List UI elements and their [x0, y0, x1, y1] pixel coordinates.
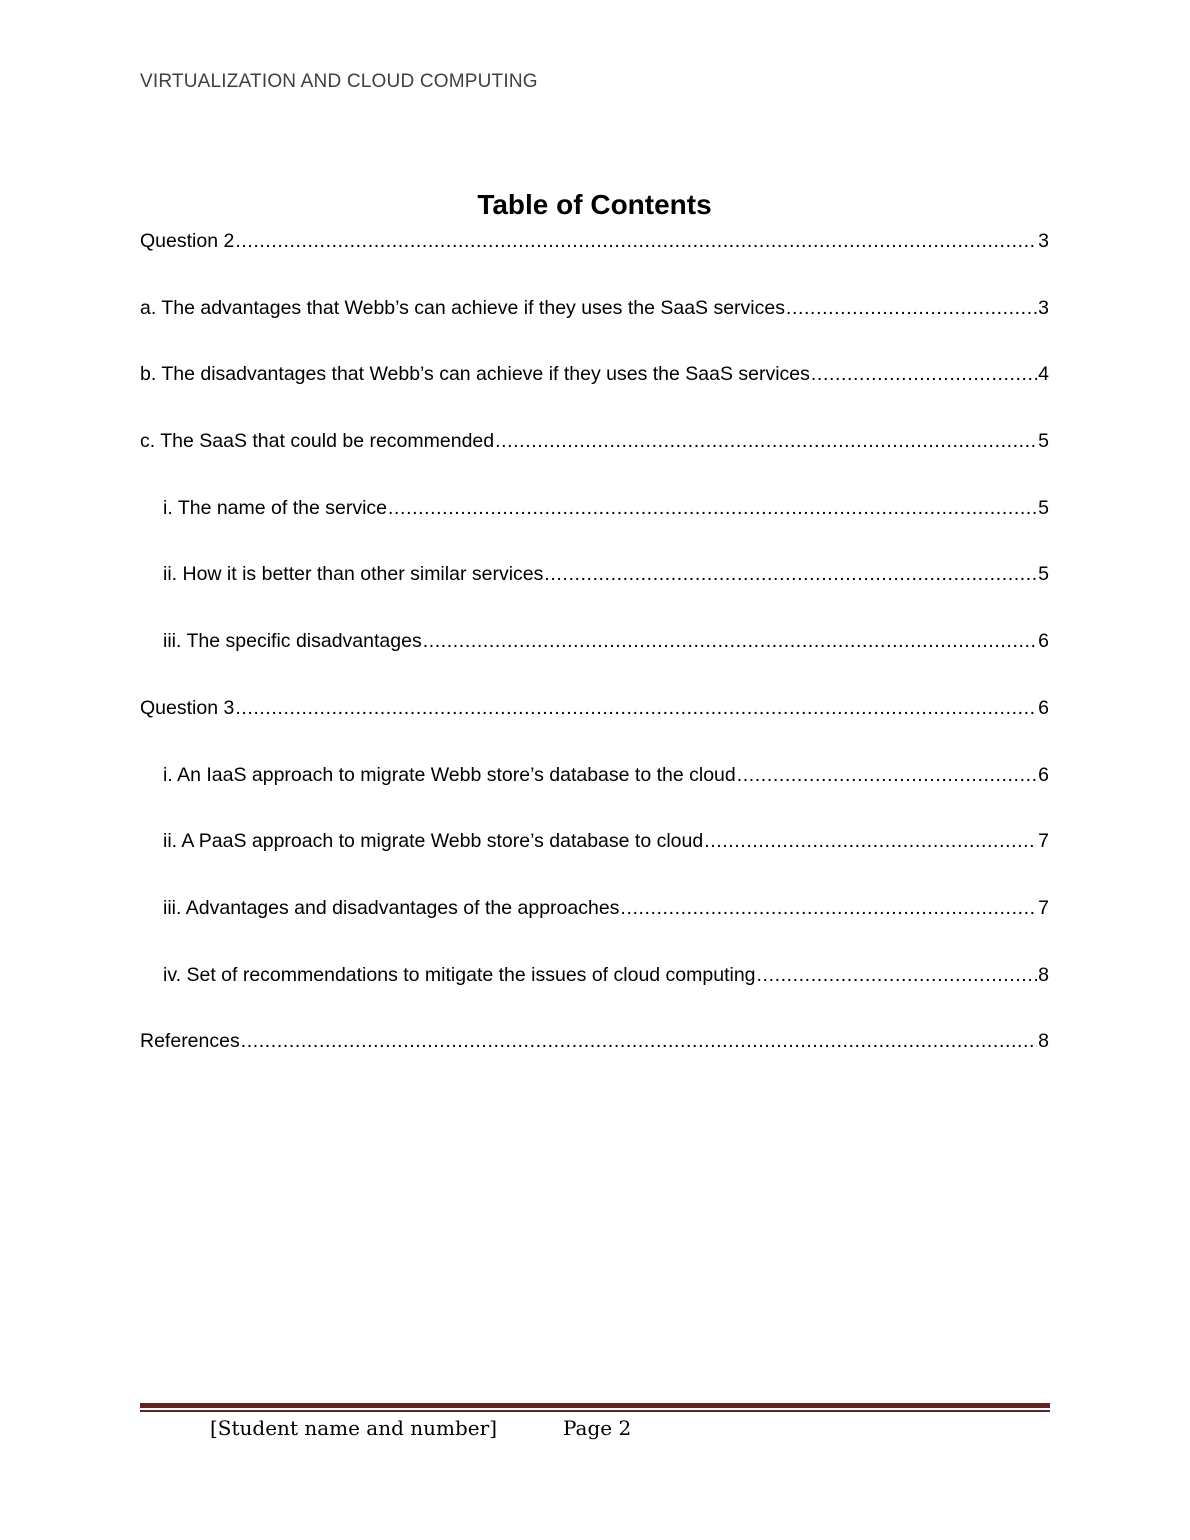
toc-leader-dots [388, 497, 1037, 520]
toc-entry-page: 5 [1038, 496, 1049, 519]
toc-entry[interactable] [140, 764, 1049, 831]
toc-entry-label: iii. Advantages and disadvantages of the approaches [163, 896, 620, 919]
toc-entry-label: Question 2 [140, 230, 235, 252]
toc-entry-page: 6 [1038, 630, 1049, 653]
table-of-contents [140, 230, 1049, 1097]
toc-entry-page: 7 [1038, 896, 1049, 919]
toc-leader-dots [737, 764, 1037, 787]
toc-leader-dots [241, 1030, 1037, 1053]
toc-entry-label: ii. A PaaS approach to migrate Webb store’s database to cloud [163, 830, 704, 853]
toc-leader-dots [423, 630, 1037, 653]
toc-entry[interactable] [140, 563, 1049, 630]
toc-entry[interactable] [140, 430, 1049, 497]
toc-entry-page: 6 [1038, 696, 1049, 719]
toc-entry-page: 4 [1038, 363, 1049, 386]
toc-entry[interactable] [140, 497, 1049, 564]
toc-entry-label: iii. The specific disadvantages [163, 630, 422, 653]
toc-entry-label: c. The SaaS that could be recommended [140, 430, 495, 453]
toc-entry[interactable] [140, 964, 1049, 1031]
toc-entry[interactable] [140, 1030, 1049, 1097]
toc-entry-label: Question 3 [140, 696, 235, 719]
toc-leader-dots [757, 964, 1038, 987]
toc-entry[interactable] [140, 897, 1049, 964]
toc-title: Table of Contents [477, 189, 712, 220]
toc-entry[interactable] [140, 697, 1049, 764]
footer-rule-thin [140, 1410, 1050, 1412]
running-header: VIRTUALIZATION AND CLOUD COMPUTING [140, 71, 538, 92]
toc-entry-label: b. The disadvantages that Webb’s can achieve if they uses the SaaS services [140, 363, 810, 386]
toc-leader-dots [704, 830, 1037, 853]
toc-entry-label: i. An IaaS approach to migrate Webb store’s database to the cloud [163, 763, 736, 786]
toc-entry[interactable] [140, 230, 1049, 297]
toc-entry-page: 7 [1038, 830, 1049, 853]
toc-entry-label: iv. Set of recommendations to mitigate the issues of cloud computing [163, 963, 756, 986]
toc-entry[interactable] [140, 830, 1049, 897]
toc-entry[interactable] [140, 630, 1049, 697]
toc-leader-dots [235, 230, 1037, 253]
toc-leader-dots [544, 563, 1037, 586]
toc-entry-label: References [140, 1030, 240, 1053]
toc-entry[interactable] [140, 297, 1049, 364]
toc-leader-dots [235, 697, 1037, 720]
toc-entry-page: 3 [1038, 296, 1049, 319]
toc-entry-page: 3 [1038, 230, 1049, 252]
footer-page-number: Page 2 [563, 1416, 632, 1440]
toc-entry-page: 5 [1038, 430, 1049, 453]
toc-entry-page: 8 [1038, 1030, 1049, 1053]
toc-entry[interactable] [140, 363, 1049, 430]
toc-leader-dots [811, 363, 1037, 386]
toc-leader-dots [786, 297, 1037, 320]
toc-entry-label: i. The name of the service [163, 496, 388, 519]
toc-leader-dots [495, 430, 1037, 453]
toc-entry-page: 6 [1038, 763, 1049, 786]
footer-rule-thick [140, 1403, 1050, 1408]
toc-entry-label: ii. How it is better than other similar services [163, 563, 544, 586]
footer-student: [Student name and number] [210, 1416, 497, 1440]
toc-leader-dots [620, 897, 1037, 920]
toc-entry-page: 5 [1038, 563, 1049, 586]
toc-entry-label: a. The advantages that Webb’s can achieve if they uses the SaaS services [140, 296, 785, 319]
toc-entry-page: 8 [1038, 963, 1049, 986]
